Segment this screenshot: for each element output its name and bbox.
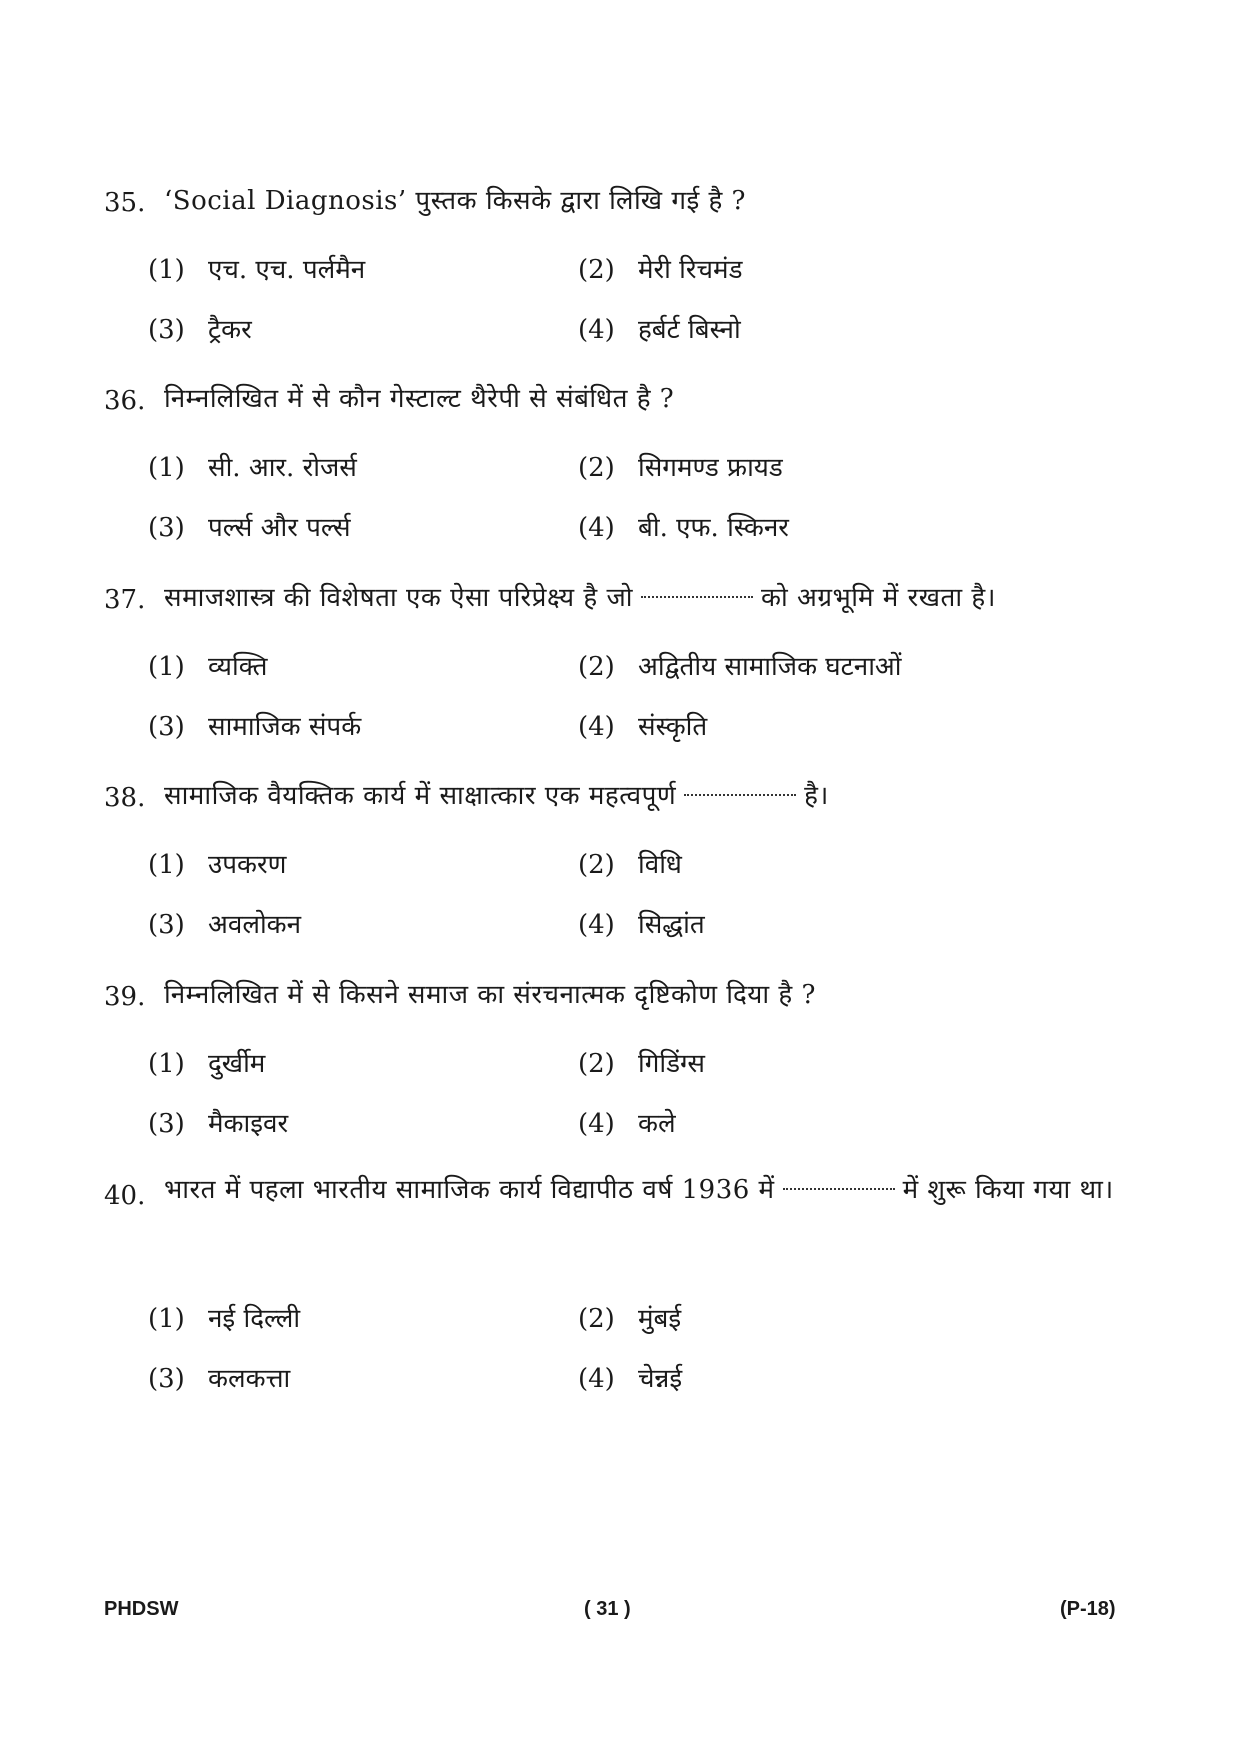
option-text: मैकाइवर xyxy=(208,1109,289,1139)
option-2 xyxy=(578,1299,681,1335)
option-text: सिगमण्ड फ्रायड xyxy=(638,453,783,483)
option-number: (2) xyxy=(578,453,615,483)
option-text: सिद्धांत xyxy=(638,910,705,940)
question-text xyxy=(164,763,1141,830)
fill-in-blank xyxy=(783,1188,895,1190)
question-text xyxy=(164,168,1141,235)
option-text: व्यक्ति xyxy=(208,652,268,682)
option-1 xyxy=(148,647,267,683)
option-4 xyxy=(578,905,705,941)
question-text-part: समाजशास्त्र की विशेषता एक ऐसा परिप्रेक्ष्य है जो xyxy=(164,583,633,613)
question-text-part: भारत में पहला भारतीय सामाजिक कार्य विद्यापीठ वर्ष 1936 में xyxy=(164,1175,775,1205)
option-number: (2) xyxy=(578,255,615,285)
question-number: 39. xyxy=(104,982,146,1012)
option-3 xyxy=(148,1359,290,1395)
option-1 xyxy=(148,845,286,881)
question-text xyxy=(164,1161,1141,1219)
option-text: मुंबई xyxy=(638,1304,682,1334)
option-text: हर्बर्ट बिस्नो xyxy=(638,315,741,345)
question-number: 40. xyxy=(104,1181,146,1211)
option-4 xyxy=(578,1359,682,1395)
option-number: (4) xyxy=(578,513,615,543)
option-text: विधि xyxy=(638,850,682,880)
option-number: (4) xyxy=(578,315,615,345)
option-number: (1) xyxy=(148,652,185,682)
question-number: 36. xyxy=(104,386,146,416)
option-text: नई दिल्ली xyxy=(208,1304,301,1334)
option-number: (4) xyxy=(578,1364,615,1394)
footer-code: PHDSW xyxy=(104,1598,179,1620)
question-text-part: ‘Social Diagnosis’ पुस्तक किसके द्वारा लिखि गई है ? xyxy=(164,186,746,216)
option-text: सामाजिक संपर्क xyxy=(208,712,362,742)
question-number: 35. xyxy=(104,188,146,218)
option-text: सी. आर. रोजर्स xyxy=(208,453,357,483)
fill-in-blank xyxy=(684,794,796,796)
option-text: दुर्खीम xyxy=(208,1049,266,1079)
fill-in-blank xyxy=(641,596,753,598)
option-2 xyxy=(578,845,682,881)
option-text: अवलोकन xyxy=(208,910,302,940)
footer-set: (P-18) xyxy=(1060,1598,1116,1620)
option-text: पर्ल्स और पर्ल्स xyxy=(208,513,351,543)
option-text: एच. एच. पर्लमैन xyxy=(208,255,366,285)
option-4 xyxy=(578,1104,676,1140)
option-number: (2) xyxy=(578,1049,615,1079)
page-number: ( 31 ) xyxy=(584,1598,631,1620)
option-text: कले xyxy=(638,1109,676,1139)
option-text: गिडिंग्स xyxy=(638,1049,705,1079)
option-number: (3) xyxy=(148,1364,185,1394)
option-3 xyxy=(148,905,301,941)
option-1 xyxy=(148,1044,265,1080)
option-text: अद्वितीय सामाजिक घटनाओं xyxy=(638,652,902,682)
question-text-part: में शुरू किया गया था। xyxy=(902,1175,1114,1205)
option-text: कलकत्ता xyxy=(208,1364,291,1394)
question-text xyxy=(164,962,1141,1029)
option-text: चेन्नई xyxy=(638,1364,683,1394)
option-4 xyxy=(578,310,741,346)
option-number: (1) xyxy=(148,850,185,880)
option-number: (1) xyxy=(148,453,185,483)
option-number: (3) xyxy=(148,1109,185,1139)
option-3 xyxy=(148,508,351,544)
option-number: (1) xyxy=(148,1049,185,1079)
option-4 xyxy=(578,707,707,743)
option-number: (3) xyxy=(148,513,185,543)
question-number: 37. xyxy=(104,585,146,615)
question-text xyxy=(164,366,1141,433)
option-1 xyxy=(148,250,365,286)
option-number: (4) xyxy=(578,712,615,742)
option-text: ट्रैकर xyxy=(208,315,252,345)
option-text: संस्कृति xyxy=(638,712,708,742)
option-number: (1) xyxy=(148,1304,185,1334)
option-2 xyxy=(578,448,783,484)
option-1 xyxy=(148,448,357,484)
option-text: मेरी रिचमंड xyxy=(638,255,743,285)
option-3 xyxy=(148,310,252,346)
question-text-part: को अग्रभूमि में रखता है। xyxy=(760,583,996,613)
option-2 xyxy=(578,250,743,286)
question-text xyxy=(164,565,1141,632)
option-number: (3) xyxy=(148,712,185,742)
option-number: (2) xyxy=(578,1304,615,1334)
option-3 xyxy=(148,707,361,743)
question-text-part: निम्नलिखित में से कौन गेस्टाल्ट थैरेपी से संबंधित है ? xyxy=(164,384,675,414)
question-text-part: निम्नलिखित में से किसने समाज का संरचनात्मक दृष्टिकोण दिया है ? xyxy=(164,980,816,1010)
option-number: (3) xyxy=(148,315,185,345)
question-text-part: सामाजिक वैयक्तिक कार्य में साक्षात्कार एक महत्वपूर्ण xyxy=(164,781,677,811)
question-text-part: है। xyxy=(804,781,829,811)
option-number: (2) xyxy=(578,652,615,682)
option-number: (3) xyxy=(148,910,185,940)
question-number: 38. xyxy=(104,783,146,813)
option-text: बी. एफ. स्किनर xyxy=(638,513,789,543)
option-number: (2) xyxy=(578,850,615,880)
option-2 xyxy=(578,647,902,683)
option-1 xyxy=(148,1299,300,1335)
option-number: (1) xyxy=(148,255,185,285)
option-3 xyxy=(148,1104,288,1140)
option-text: उपकरण xyxy=(208,850,287,880)
option-2 xyxy=(578,1044,705,1080)
option-number: (4) xyxy=(578,1109,615,1139)
option-4 xyxy=(578,508,789,544)
option-number: (4) xyxy=(578,910,615,940)
